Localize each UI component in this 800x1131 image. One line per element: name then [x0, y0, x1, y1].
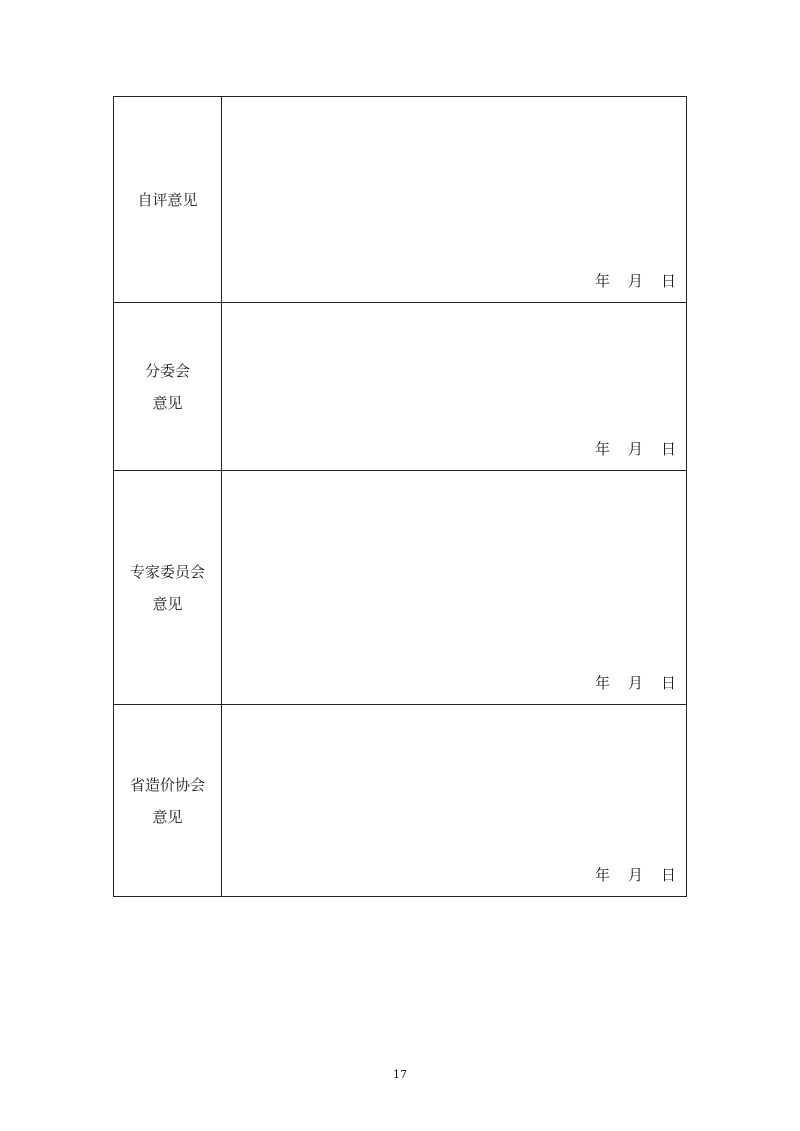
- month-label: 月: [627, 272, 643, 290]
- page-number: 17: [393, 1068, 407, 1081]
- subcommittee-label-cell: [114, 303, 222, 471]
- row-label-line: 意见: [152, 594, 183, 613]
- provincial-association-label-cell: [114, 705, 222, 897]
- row-label-line: 省造价协会: [129, 775, 205, 794]
- month-label: 月: [627, 440, 643, 458]
- month-label: 月: [627, 674, 643, 692]
- year-label: 年: [594, 272, 610, 290]
- opinion-table: [113, 96, 687, 897]
- date-line: [595, 672, 676, 693]
- date-line: [595, 438, 676, 459]
- self-evaluation-content-cell: [222, 97, 687, 303]
- row-label-line: 意见: [152, 807, 183, 826]
- provincial-association-content-cell: [222, 705, 687, 897]
- date-line: [595, 864, 676, 885]
- row-label-line: 自评意见: [137, 190, 198, 209]
- day-label: 日: [660, 440, 676, 458]
- date-line: [595, 270, 676, 291]
- subcommittee-row: [114, 303, 687, 471]
- provincial-association-row: [114, 705, 687, 897]
- expert-committee-row: [114, 471, 687, 705]
- row-label-line: 意见: [152, 393, 183, 412]
- day-label: 日: [660, 866, 676, 884]
- year-label: 年: [594, 440, 610, 458]
- month-label: 月: [627, 866, 643, 884]
- expert-committee-label-cell: [114, 471, 222, 705]
- self-evaluation-row: [114, 97, 687, 303]
- subcommittee-content-cell: [222, 303, 687, 471]
- year-label: 年: [594, 866, 610, 884]
- expert-committee-content-cell: [222, 471, 687, 705]
- row-label-line: 专家委员会: [129, 562, 205, 581]
- day-label: 日: [660, 272, 676, 290]
- row-label-line: 分委会: [144, 361, 190, 380]
- self-evaluation-label-cell: [114, 97, 222, 303]
- day-label: 日: [660, 674, 676, 692]
- year-label: 年: [594, 674, 610, 692]
